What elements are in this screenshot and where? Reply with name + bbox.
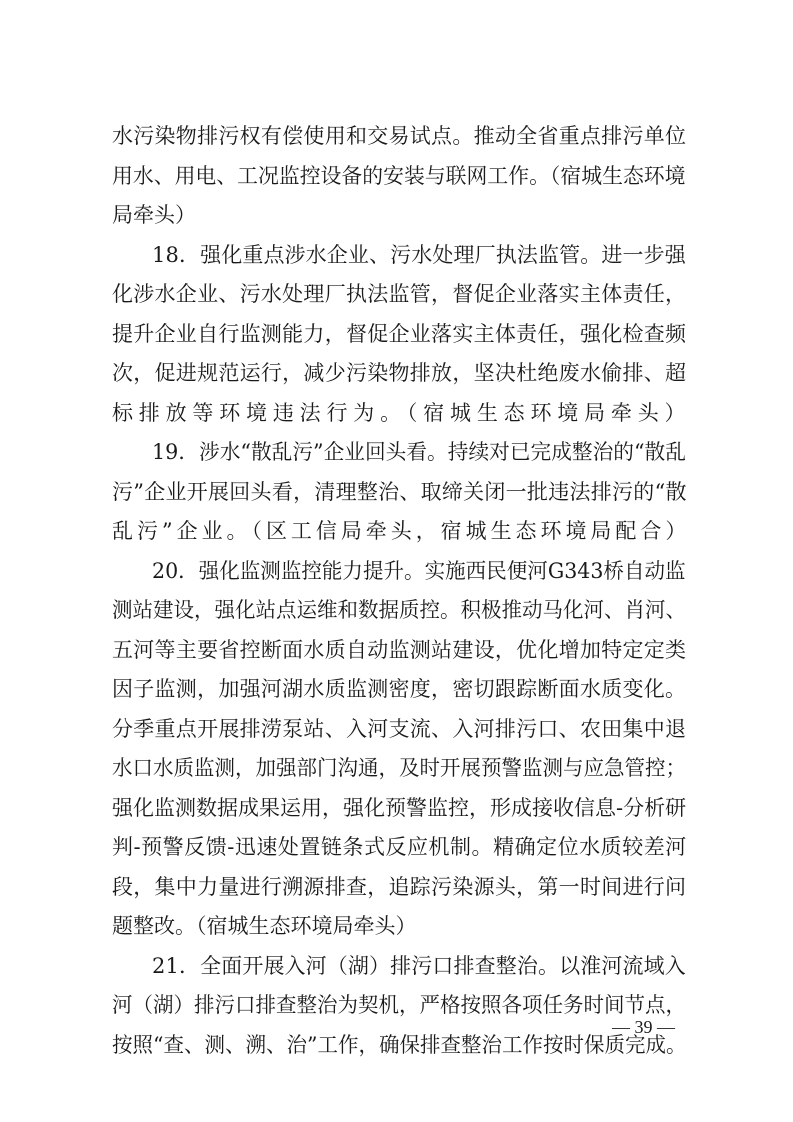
text-line: 18．强化重点涉水企业、污水处理厂执法监管。进一步强 bbox=[152, 243, 686, 267]
text-line: 因子监测，加强河湖水质监测密度，密切跟踪断面水质变化。 bbox=[112, 677, 687, 701]
text-line: 河（湖）排污口排查整治为契机，严格按照各项任务时间节点， bbox=[112, 993, 687, 1017]
text-line: 分季重点开展排涝泵站、入河支流、入河排污口、农田集中退 bbox=[112, 717, 687, 741]
text-line: 乱污”企业。（区工信局牵头，宿城生态环境局配合） bbox=[112, 519, 691, 543]
text-line: 局牵头） bbox=[112, 203, 196, 227]
text-line: 判-预警反馈-迅速处置链条式反应机制。精确定位水质较差河 bbox=[112, 835, 687, 859]
text-line: 段，集中力量进行溯源排查，追踪污染源头，第一时间进行问 bbox=[112, 875, 687, 899]
text-line: 测站建设，强化站点运维和数据质控。积极推动马化河、肖河、 bbox=[112, 598, 687, 622]
text-line: 化涉水企业、污水处理厂执法监管，督促企业落实主体责任， bbox=[112, 282, 687, 306]
text-line: 题整改。（宿城生态环境局牵头） bbox=[112, 914, 417, 938]
text-line: 水口水质监测，加强部门沟通，及时开展预警监测与应急管控； bbox=[112, 756, 687, 780]
text-line: 次，促进规范运行，减少污染物排放，坚决杜绝废水偷排、超 bbox=[112, 361, 687, 385]
page-number: — 39 — bbox=[612, 1017, 675, 1037]
text-line: 污”企业开展回头看，清理整治、取缔关闭一批违法排污的“散 bbox=[112, 480, 687, 504]
text-line: 按照“查、测、溯、治”工作，确保排查整治工作按时保质完成。 bbox=[112, 1033, 687, 1057]
text-line: 五河等主要省控断面水质自动监测站建设，优化增加特定定类 bbox=[112, 638, 687, 662]
text-line: 提升企业自行监测能力，督促企业落实主体责任，强化检查频 bbox=[112, 322, 687, 346]
text-line: 水污染物排污权有偿使用和交易试点。推动全省重点排污单位 bbox=[112, 124, 687, 148]
text-line: 用水、用电、工况监控设备的安装与联网工作。（宿城生态环境 bbox=[112, 164, 686, 188]
text-line: 20．强化监测监控能力提升。实施西民便河G343桥自动监 bbox=[152, 559, 686, 583]
text-line: 标排放等环境违法行为。（宿城生态环境局牵头） bbox=[112, 401, 692, 425]
text-line: 21．全面开展入河（湖）排污口排查整治。以淮河流域入 bbox=[152, 954, 686, 978]
text-line: 19．涉水“散乱污”企业回头看。持续对已完成整治的“散乱 bbox=[152, 440, 686, 464]
text-line: 强化监测数据成果运用，强化预警监控，形成接收信息-分析研 bbox=[112, 796, 687, 820]
